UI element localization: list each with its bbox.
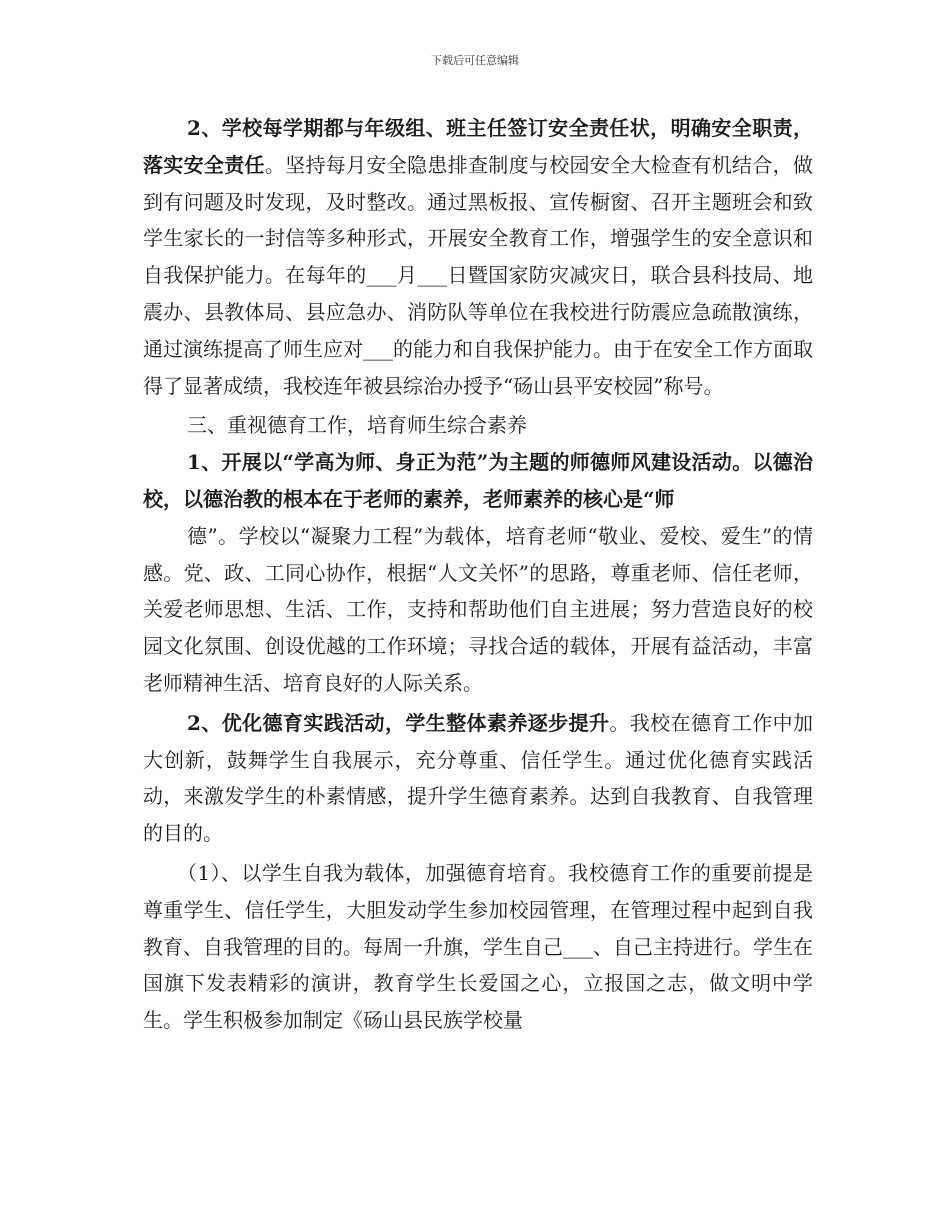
page-header: 下载后可任意编辑 bbox=[431, 54, 519, 67]
paragraph-moral-practice bbox=[143, 705, 813, 852]
document-body bbox=[143, 110, 813, 1039]
paragraph-teacher-ethics-lead: 1、开展以“学高为师、身正为范”为主题的师德师风建设活动。以德治校，以德治教的根本在于老师的素养，老师素养的核心是“师 bbox=[143, 450, 813, 511]
paragraph-safety-responsibility bbox=[143, 110, 813, 404]
paragraph-body-text: 。我校在德育工作中加大创新，鼓舞学生自我展示，充分尊重、信任学生。通过优化德育实践活动，来激发学生的朴素情感，提升学生德育素养。达到自我教育、自我管理的目的。 bbox=[143, 710, 813, 846]
paragraph-lead-bold: 2、学校每学期都与年级组、班主任签订安全责任状，明确安全职责，落实安全责任 bbox=[143, 116, 813, 177]
paragraph-body-text: 。坚持每月安全隐患排查制度与校园安全大检查有机结合，做到有问题及时发现，及时整改。通过黑板报、宣传橱窗、召开主题班会和致学生家长的一封信等多种形式，开展安全教育工作，增强学生的安全意识和自我保护能力。在每年的___月___日暨国家防灾减灾日，联合县科技局、地震办、县教体局、县应急办、消防队等单位在我校进行防震应急疏散演练，通过演练提高了师生应对___的能力和自我保护能力。由于在安全工作方面取得了显著成绩，我校连年被县综治办授予“砀山县平安校园”称号。 bbox=[143, 152, 813, 398]
paragraph-lead-bold: 2、优化德育实践活动，学生整体素养逐步提升 bbox=[187, 710, 610, 735]
paragraph-teacher-ethics-body: 德”。学校以“凝聚力工程”为载体，培育老师“敬业、爱校、爱生”的情感。党、政、工同心协作，根据“人文关怀”的思路，尊重老师、信任老师，关爱老师思想、生活、工作，支持和帮助他们自主进展；努力营造良好的校园文化氛围、创设优越的工作环境；寻找合适的载体，开展有益活动，丰富老师精神生活、培育良好的人际关系。 bbox=[143, 523, 813, 695]
section-heading-moral-education: 三、重视德育工作，培育师生综合素养 bbox=[187, 413, 527, 438]
paragraph-student-self-management: （1）、以学生自我为载体，加强德育培育。我校德育工作的重要前提是尊重学生、信任学生，大胆发动学生参加校园管理，在管理过程中起到自我教育、自我管理的目的。每周一升旗，学生自己___、自己主持进行。学生在国旗下发表精彩的演讲，教育学生长爱国之心，立报国之志，做文明中学生。学生积极参加制定《砀山县民族学校量 bbox=[143, 860, 813, 1033]
